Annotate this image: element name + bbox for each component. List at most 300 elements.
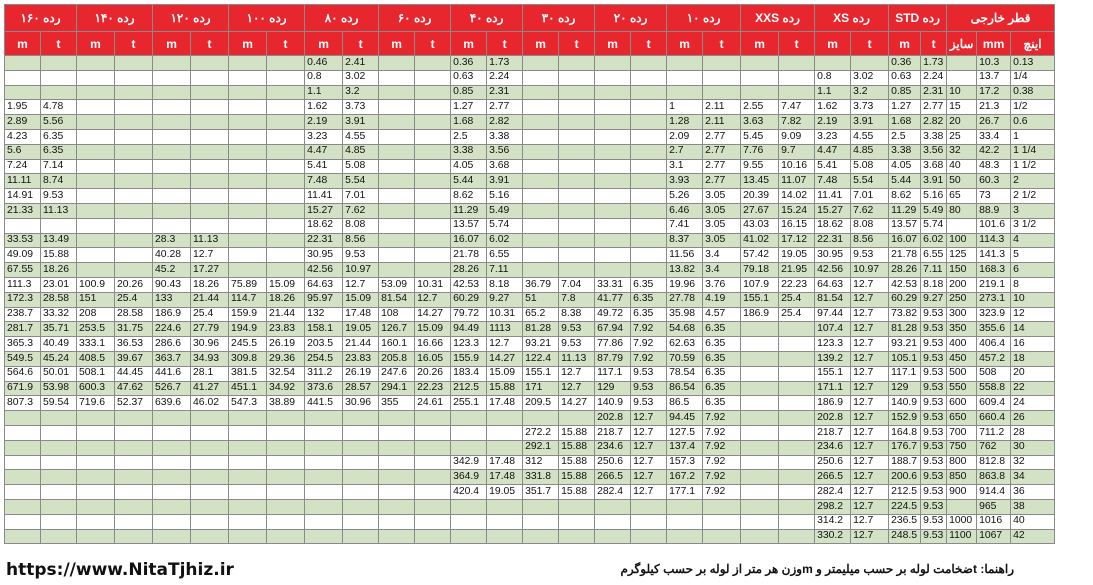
cell-t: 6.35: [703, 351, 741, 366]
cell-mm: 323.9: [977, 307, 1011, 322]
cell-t: [415, 263, 451, 278]
cell-m: [379, 440, 415, 455]
cell-m: 54.68: [667, 322, 703, 337]
cell-t: 15.88: [559, 440, 595, 455]
cell-t: [703, 70, 741, 85]
cell-m: 4.05: [889, 159, 921, 174]
cell-m: [77, 425, 115, 440]
cell-m: [153, 499, 191, 514]
table-row: [5, 322, 1093, 337]
cell-t: [267, 529, 305, 544]
cell-t: 12.7: [851, 337, 889, 352]
cell-m: [667, 85, 703, 100]
cell-m: 53.09: [379, 277, 415, 292]
cell-t: 4.19: [703, 292, 741, 307]
cell-t: [415, 203, 451, 218]
cell-t: 15.88: [41, 248, 77, 263]
cell-m: 2.5: [889, 129, 921, 144]
cell-t: [267, 263, 305, 278]
cell-mm: 762: [977, 440, 1011, 455]
cell-size: 800: [947, 455, 977, 470]
cell-m: 11.29: [889, 203, 921, 218]
cell-m: [741, 411, 779, 426]
cell-m: 807.3: [5, 396, 41, 411]
cell-t: 15.88: [559, 485, 595, 500]
cell-t: 7.92: [703, 470, 741, 485]
cell-m: [229, 411, 267, 426]
header-group-8: رده ۶۰: [379, 5, 451, 32]
cell-m: 331.8: [523, 470, 559, 485]
cell-size: 300: [947, 307, 977, 322]
cell-m: [667, 56, 703, 71]
website-url[interactable]: https://www.NitaTjhiz.ir: [6, 560, 234, 580]
cell-t: 8.74: [41, 174, 77, 189]
cell-m: [595, 189, 631, 204]
cell-m: 0.36: [889, 56, 921, 71]
cell-t: 7.92: [703, 440, 741, 455]
cell-m: [229, 159, 267, 174]
cell-m: 547.3: [229, 396, 267, 411]
cell-m: [741, 56, 779, 71]
cell-m: 22.31: [305, 233, 343, 248]
cell-t: 6.35: [631, 292, 667, 307]
cell-m: 373.6: [305, 381, 343, 396]
cell-t: [41, 514, 77, 529]
cell-m: 151: [77, 292, 115, 307]
cell-size: 250: [947, 292, 977, 307]
cell-m: [741, 425, 779, 440]
cell-t: 7.01: [851, 189, 889, 204]
cell-mm: 13.7: [977, 70, 1011, 85]
cell-m: 60.29: [451, 292, 487, 307]
cell-t: 5.74: [487, 218, 523, 233]
cell-t: [267, 144, 305, 159]
cell-mm: 355.6: [977, 322, 1011, 337]
footer: [0, 554, 1024, 585]
table-row: [5, 470, 1093, 485]
cell-t: [343, 499, 379, 514]
cell-t: 9.53: [631, 366, 667, 381]
cell-mm: 10.3: [977, 56, 1011, 71]
cell-inch: 4: [1011, 233, 1055, 248]
cell-m: 127.5: [667, 425, 703, 440]
cell-m: [153, 85, 191, 100]
cell-m: 11.56: [667, 248, 703, 263]
cell-m: [229, 174, 267, 189]
cell-t: 3.05: [703, 218, 741, 233]
cell-m: [153, 174, 191, 189]
cell-t: 2.11: [703, 100, 741, 115]
table-row: [5, 85, 1093, 100]
cell-t: 28.1: [191, 366, 229, 381]
cell-t: 8.18: [921, 277, 947, 292]
header-group-13: رده ۱۶۰: [5, 5, 77, 32]
cell-mm: 711.2: [977, 425, 1011, 440]
cell-t: 6.02: [487, 233, 523, 248]
cell-t: 1.73: [921, 56, 947, 71]
cell-t: [559, 248, 595, 263]
cell-t: 7.92: [631, 322, 667, 337]
cell-m: [229, 218, 267, 233]
cell-m: 549.5: [5, 351, 41, 366]
cell-m: 311.2: [305, 366, 343, 381]
cell-m: [229, 529, 267, 544]
cell-t: [559, 159, 595, 174]
cell-t: [267, 56, 305, 71]
cell-t: [267, 233, 305, 248]
cell-t: [343, 411, 379, 426]
cell-t: [267, 70, 305, 85]
cell-m: [595, 56, 631, 71]
cell-t: 15.09: [487, 366, 523, 381]
cell-m: 157.3: [667, 455, 703, 470]
cell-t: 9.53: [921, 351, 947, 366]
cell-mm: 914.4: [977, 485, 1011, 500]
header-group-6: رده ۳۰: [523, 5, 595, 32]
cell-m: 202.8: [595, 411, 631, 426]
cell-t: [343, 514, 379, 529]
cell-t: [487, 411, 523, 426]
cell-m: [77, 115, 115, 130]
cell-t: 2.77: [921, 100, 947, 115]
cell-m: [229, 248, 267, 263]
cell-m: [153, 56, 191, 71]
cell-m: 294.1: [379, 381, 415, 396]
cell-size: 600: [947, 396, 977, 411]
cell-t: [267, 189, 305, 204]
cell-mm: 48.3: [977, 159, 1011, 174]
cell-inch: 26: [1011, 411, 1055, 426]
cell-t: [41, 440, 77, 455]
cell-t: [41, 56, 77, 71]
cell-t: [191, 70, 229, 85]
cell-t: 2.31: [487, 85, 523, 100]
cell-m: [305, 470, 343, 485]
cell-inch: 16: [1011, 337, 1055, 352]
cell-m: [451, 529, 487, 544]
cell-t: 4.55: [343, 129, 379, 144]
cell-mm: 114.3: [977, 233, 1011, 248]
cell-m: 64.63: [815, 277, 851, 292]
cell-m: [379, 411, 415, 426]
cell-inch: 40: [1011, 514, 1055, 529]
cell-m: 330.2: [815, 529, 851, 544]
cell-t: [779, 322, 815, 337]
cell-t: [191, 56, 229, 71]
cell-t: 6.35: [703, 337, 741, 352]
cell-t: 9.53: [631, 381, 667, 396]
cell-t: 10.31: [415, 277, 451, 292]
cell-inch: 8: [1011, 277, 1055, 292]
cell-inch: 14: [1011, 322, 1055, 337]
cell-t: [115, 159, 153, 174]
cell-t: [779, 56, 815, 71]
cell-m: 123.3: [815, 337, 851, 352]
cell-m: 5.6: [5, 144, 41, 159]
cell-inch: 28: [1011, 425, 1055, 440]
cell-t: [115, 425, 153, 440]
cell-m: 205.8: [379, 351, 415, 366]
cell-size: 1100: [947, 529, 977, 544]
cell-t: [415, 129, 451, 144]
cell-m: 188.7: [889, 455, 921, 470]
cell-m: 129: [595, 381, 631, 396]
cell-m: 7.41: [667, 218, 703, 233]
cell-m: [523, 218, 559, 233]
cell-m: 1.1: [305, 85, 343, 100]
cell-m: 123.3: [451, 337, 487, 352]
cell-t: 18.26: [41, 263, 77, 278]
cell-m: 245.5: [229, 337, 267, 352]
cell-t: [115, 514, 153, 529]
sub-header-inch: اینچ: [1011, 32, 1055, 56]
cell-t: [115, 189, 153, 204]
cell-m: 7.76: [741, 144, 779, 159]
cell-t: [559, 129, 595, 144]
cell-t: [779, 440, 815, 455]
cell-t: 28.58: [41, 292, 77, 307]
cell-t: [191, 100, 229, 115]
cell-t: 3.56: [921, 144, 947, 159]
cell-t: 14.27: [487, 351, 523, 366]
cell-m: [153, 159, 191, 174]
cell-m: 36.79: [523, 277, 559, 292]
cell-t: 23.83: [343, 351, 379, 366]
table-row: [5, 529, 1093, 544]
cell-m: [379, 425, 415, 440]
cell-t: 28.57: [343, 381, 379, 396]
cell-m: [523, 115, 559, 130]
cell-m: 0.36: [451, 56, 487, 71]
cell-t: [487, 425, 523, 440]
cell-m: [305, 514, 343, 529]
cell-m: [229, 233, 267, 248]
header-sub-row: [5, 32, 1093, 56]
cell-t: 6.35: [41, 144, 77, 159]
cell-mm: 558.8: [977, 381, 1011, 396]
cell-size: 750: [947, 440, 977, 455]
cell-m: 171.1: [815, 381, 851, 396]
cell-m: 282.4: [595, 485, 631, 500]
sub-header-m: m: [595, 32, 631, 56]
cell-t: [115, 529, 153, 544]
cell-t: [559, 411, 595, 426]
cell-m: [5, 56, 41, 71]
cell-t: [631, 263, 667, 278]
cell-m: 30.95: [815, 248, 851, 263]
cell-t: 2.77: [703, 174, 741, 189]
cell-m: 441.6: [153, 366, 191, 381]
cell-t: [559, 70, 595, 85]
cell-t: [41, 425, 77, 440]
cell-m: [595, 85, 631, 100]
cell-t: 7.82: [779, 115, 815, 130]
cell-m: [523, 514, 559, 529]
cell-m: 129: [889, 381, 921, 396]
cell-t: 3.73: [343, 100, 379, 115]
cell-m: [5, 514, 41, 529]
cell-t: [415, 440, 451, 455]
cell-m: [451, 499, 487, 514]
cell-m: 7.24: [5, 159, 41, 174]
cell-m: 95.97: [305, 292, 343, 307]
cell-m: 16.07: [451, 233, 487, 248]
cell-m: [523, 174, 559, 189]
cell-t: [191, 514, 229, 529]
cell-m: 3.38: [451, 144, 487, 159]
cell-m: [523, 263, 559, 278]
cell-m: [77, 499, 115, 514]
cell-t: [415, 485, 451, 500]
cell-m: [229, 263, 267, 278]
cell-m: [77, 100, 115, 115]
cell-m: [77, 85, 115, 100]
cell-m: 70.59: [667, 351, 703, 366]
cell-t: [851, 56, 889, 71]
cell-m: [379, 248, 415, 263]
cell-m: 30.95: [305, 248, 343, 263]
cell-t: [631, 203, 667, 218]
cell-m: 1.27: [889, 100, 921, 115]
cell-m: 27.67: [741, 203, 779, 218]
cell-inch: 38: [1011, 499, 1055, 514]
cell-t: [779, 337, 815, 352]
cell-t: 2.82: [921, 115, 947, 130]
cell-t: [559, 56, 595, 71]
cell-t: 15.09: [343, 292, 379, 307]
cell-inch: 3: [1011, 203, 1055, 218]
cell-inch: 36: [1011, 485, 1055, 500]
cell-m: 9.55: [741, 159, 779, 174]
cell-t: 7.92: [703, 425, 741, 440]
cell-t: [415, 529, 451, 544]
cell-t: [191, 440, 229, 455]
cell-size: 50: [947, 174, 977, 189]
cell-m: 0.63: [889, 70, 921, 85]
cell-t: [415, 470, 451, 485]
cell-t: 7.47: [779, 100, 815, 115]
cell-m: 266.5: [815, 470, 851, 485]
cell-m: [229, 440, 267, 455]
cell-t: [115, 85, 153, 100]
cell-t: 15.88: [559, 470, 595, 485]
cell-m: [305, 411, 343, 426]
cell-m: [153, 218, 191, 233]
cell-m: 286.6: [153, 337, 191, 352]
cell-t: 3.2: [343, 85, 379, 100]
cell-t: [41, 499, 77, 514]
cell-m: [741, 529, 779, 544]
cell-m: [595, 499, 631, 514]
cell-size: 15: [947, 100, 977, 115]
cell-t: [631, 115, 667, 130]
cell-t: 12.7: [851, 366, 889, 381]
cell-m: [77, 218, 115, 233]
cell-mm: 26.7: [977, 115, 1011, 130]
cell-m: 21.33: [5, 203, 41, 218]
cell-m: 49.09: [5, 248, 41, 263]
cell-m: 11.11: [5, 174, 41, 189]
cell-t: [631, 144, 667, 159]
cell-t: [267, 499, 305, 514]
cell-t: 3.91: [487, 174, 523, 189]
cell-t: 6.55: [921, 248, 947, 263]
cell-m: 342.9: [451, 455, 487, 470]
sub-header-m: m: [379, 32, 415, 56]
cell-t: 12.7: [851, 470, 889, 485]
cell-t: [703, 85, 741, 100]
cell-m: 0.8: [305, 70, 343, 85]
cell-m: 18.62: [305, 218, 343, 233]
cell-t: 5.74: [921, 218, 947, 233]
cell-t: 9.53: [921, 381, 947, 396]
header-group-5: رده ۲۰: [595, 5, 667, 32]
cell-t: 12.7: [559, 366, 595, 381]
cell-m: [595, 159, 631, 174]
cell-size: 32: [947, 144, 977, 159]
cell-m: 1.1: [815, 85, 851, 100]
cell-m: [305, 440, 343, 455]
cell-t: 32.54: [267, 366, 305, 381]
cell-m: 67.55: [5, 263, 41, 278]
cell-t: [267, 218, 305, 233]
cell-m: [523, 129, 559, 144]
cell-t: 15.09: [267, 277, 305, 292]
cell-m: 1.68: [451, 115, 487, 130]
cell-m: [523, 100, 559, 115]
cell-size: 450: [947, 351, 977, 366]
cell-m: [741, 514, 779, 529]
cell-size: 65: [947, 189, 977, 204]
cell-m: 248.5: [889, 529, 921, 544]
cell-t: [415, 159, 451, 174]
cell-t: 3.38: [921, 129, 947, 144]
cell-m: [379, 56, 415, 71]
cell-t: [343, 425, 379, 440]
cell-m: [379, 529, 415, 544]
cell-size: 350: [947, 322, 977, 337]
cell-m: [595, 218, 631, 233]
cell-t: [631, 514, 667, 529]
cell-m: 1.62: [305, 100, 343, 115]
cell-m: [153, 115, 191, 130]
cell-m: 253.5: [77, 322, 115, 337]
cell-m: [523, 85, 559, 100]
cell-m: [741, 440, 779, 455]
sub-header-m: m: [815, 32, 851, 56]
cell-t: 7.04: [559, 277, 595, 292]
cell-size: 200: [947, 277, 977, 292]
cell-t: [343, 485, 379, 500]
cell-m: 238.7: [5, 307, 41, 322]
cell-m: 420.4: [451, 485, 487, 500]
header-group-1: رده STD: [889, 5, 947, 32]
cell-m: [77, 159, 115, 174]
cell-size: 150: [947, 263, 977, 278]
cell-m: 363.7: [153, 351, 191, 366]
cell-t: 12.7: [631, 440, 667, 455]
cell-t: 25.4: [115, 292, 153, 307]
cell-m: 172.3: [5, 292, 41, 307]
cell-m: 81.54: [815, 292, 851, 307]
cell-m: 208: [77, 307, 115, 322]
cell-m: [153, 129, 191, 144]
cell-m: [379, 233, 415, 248]
cell-m: 202.8: [815, 411, 851, 426]
cell-size: 650: [947, 411, 977, 426]
cell-t: 12.7: [851, 277, 889, 292]
cell-t: [267, 470, 305, 485]
